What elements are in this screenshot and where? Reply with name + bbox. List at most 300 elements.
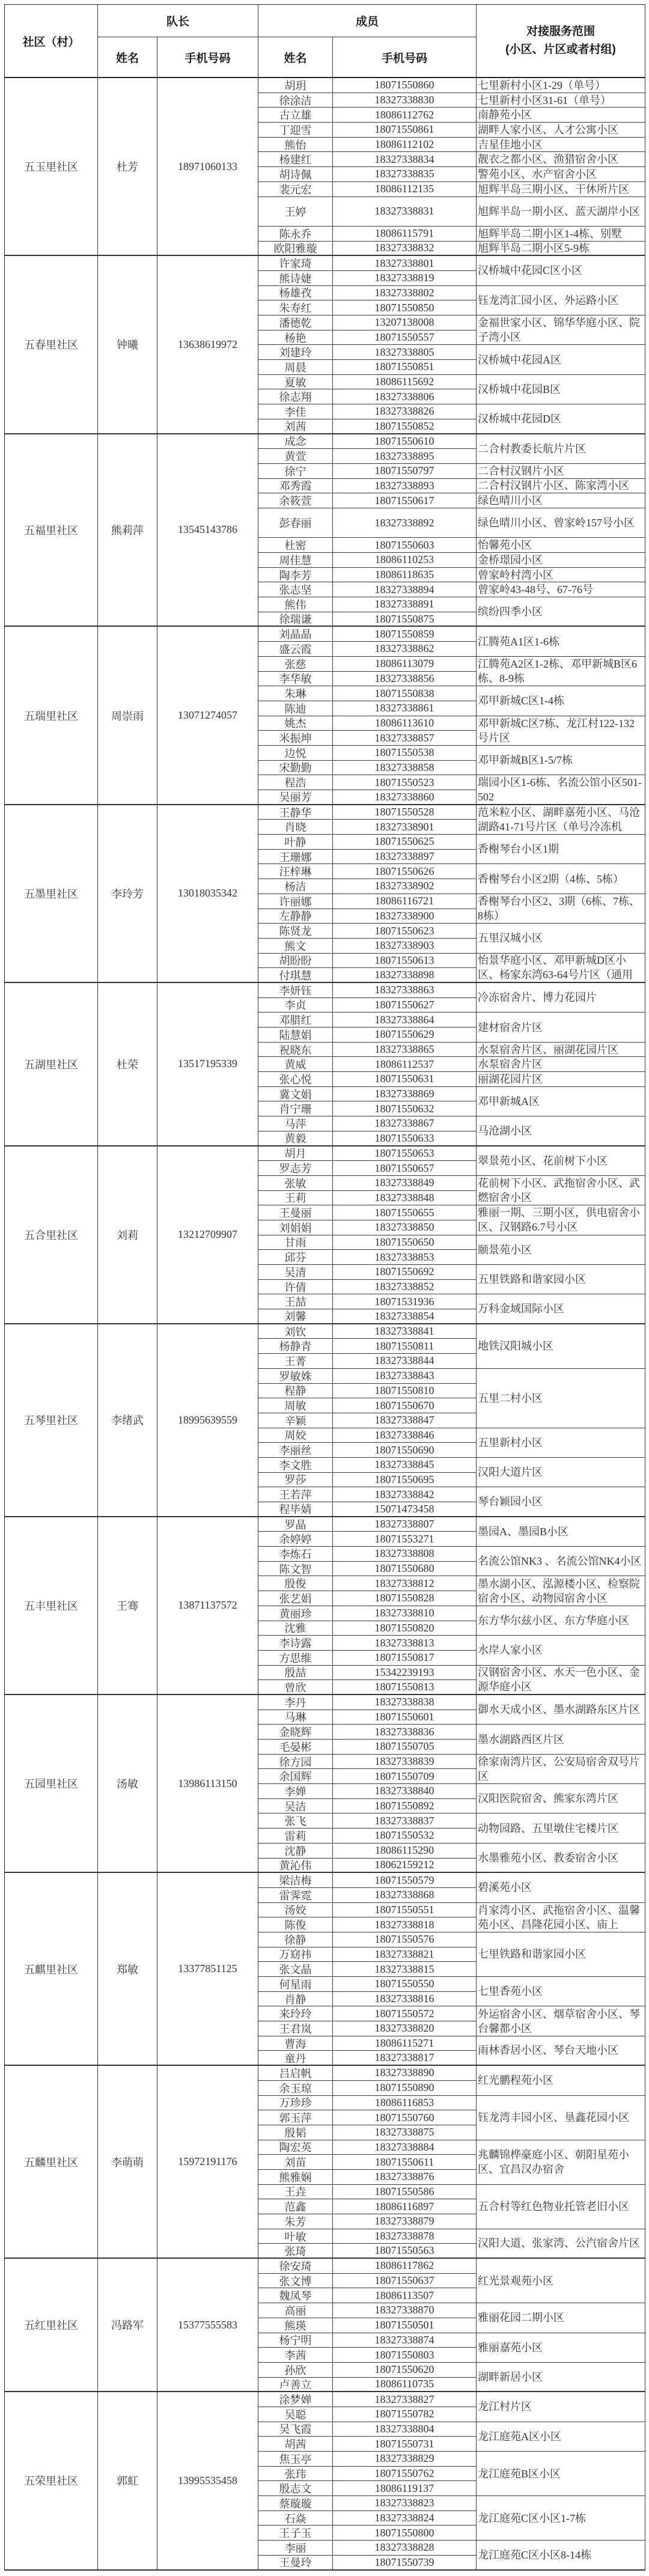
member-phone bbox=[333, 864, 477, 879]
member-phone-text: 18086113507 bbox=[374, 2289, 434, 2301]
service-scope bbox=[477, 1725, 645, 1754]
member-name bbox=[258, 2244, 333, 2259]
member-name-text: 王垚 bbox=[284, 2186, 306, 2199]
member-name-text: 朱琳 bbox=[284, 688, 306, 701]
header-member-phone bbox=[333, 37, 477, 78]
member-name-text: 邱芬 bbox=[284, 1252, 306, 1264]
member-name bbox=[258, 775, 333, 790]
service-scope-text: 旭辉半岛二期小区1-4栋、别墅 bbox=[478, 227, 622, 240]
member-phone bbox=[333, 2036, 477, 2051]
member-phone bbox=[333, 2214, 477, 2229]
service-scope-text: 肖家湾小区、武拖宿舍小区、温馨苑小区、昌隆花园小区、庙上 bbox=[478, 1904, 640, 1931]
member-name-text: 李婵 bbox=[284, 1785, 306, 1798]
service-scope bbox=[477, 2259, 645, 2303]
member-name bbox=[258, 227, 333, 242]
member-name bbox=[258, 790, 333, 805]
service-scope bbox=[477, 479, 645, 494]
service-scope bbox=[477, 434, 645, 464]
leader-phone bbox=[157, 983, 258, 1146]
member-phone bbox=[333, 775, 477, 790]
service-scope bbox=[477, 197, 645, 227]
member-phone bbox=[333, 1636, 477, 1651]
member-phone-text: 18327338898 bbox=[374, 969, 434, 981]
service-scope-text: 七里新村小区1-29（单号） bbox=[478, 79, 606, 91]
service-scope-text: 五里汉城小区 bbox=[478, 932, 543, 945]
community-name bbox=[5, 805, 98, 983]
member-phone bbox=[333, 1992, 477, 2007]
member-phone-text: 18071550550 bbox=[374, 1978, 434, 1990]
member-name-text: 吴聪 bbox=[284, 2408, 306, 2421]
service-scope-text: 水岸人家小区 bbox=[478, 1644, 543, 1657]
member-name bbox=[258, 1116, 333, 1131]
service-scope bbox=[477, 1072, 645, 1087]
service-scope bbox=[477, 1784, 645, 1813]
member-phone-text: 18071550563 bbox=[374, 2244, 434, 2257]
member-phone bbox=[333, 1443, 477, 1458]
member-phone bbox=[333, 1220, 477, 1235]
member-name bbox=[258, 2392, 333, 2407]
service-scope bbox=[477, 1458, 645, 1487]
service-scope-text: 墨水湖小区、泓源楼小区、检察院宿舍小区、动物园宿舍小区 bbox=[478, 1577, 640, 1604]
member-phone bbox=[333, 805, 477, 820]
service-scope-text: 地铁汉阳城小区 bbox=[478, 1340, 553, 1353]
service-scope-text: 曾家岭43-48号、67-76号 bbox=[478, 583, 593, 596]
member-phone bbox=[333, 879, 477, 894]
member-name bbox=[258, 1784, 333, 1799]
member-phone-text: 18071550532 bbox=[374, 1829, 434, 1842]
member-phone-text: 18071550797 bbox=[374, 464, 434, 477]
member-phone bbox=[333, 954, 477, 969]
service-scope bbox=[477, 1547, 645, 1576]
member-phone bbox=[333, 1354, 477, 1369]
member-phone-text: 18071550620 bbox=[374, 2363, 434, 2376]
member-phone bbox=[333, 1116, 477, 1131]
service-scope bbox=[477, 256, 645, 285]
member-phone-text: 18071550852 bbox=[374, 419, 434, 432]
member-phone bbox=[333, 227, 477, 242]
member-phone bbox=[333, 582, 477, 597]
leader-phone bbox=[157, 1324, 258, 1517]
service-scope-text: 五里二村小区 bbox=[478, 1392, 543, 1404]
service-scope-text: 丽湖花园片区 bbox=[478, 1073, 543, 1085]
member-name bbox=[258, 389, 333, 404]
member-phone-text: 18327338865 bbox=[374, 1043, 434, 1056]
member-phone bbox=[333, 731, 477, 746]
member-name-text: 范鑫 bbox=[284, 2201, 306, 2214]
member-phone-text: 18071550680 bbox=[374, 1562, 434, 1575]
member-phone-text: 18071550739 bbox=[374, 2556, 434, 2568]
member-name-text: 孙欣 bbox=[284, 2364, 306, 2377]
member-name bbox=[258, 256, 333, 271]
service-scope-text: 瑞园小区1-6栋、名流公馆小区501-502 bbox=[478, 776, 642, 803]
service-scope-text: 邓甲新城B区1-5/7栋 bbox=[478, 754, 573, 767]
service-scope bbox=[477, 582, 645, 597]
service-scope-text: 红光鹏程苑小区 bbox=[478, 2074, 553, 2087]
service-scope-text: 钰龙湾汇园小区、外运路小区 bbox=[478, 294, 618, 306]
member-phone-text: 18086110735 bbox=[374, 2378, 434, 2390]
member-name-text: 万珍珍 bbox=[279, 2097, 312, 2110]
member-phone bbox=[333, 493, 477, 508]
member-phone-text: 18071550557 bbox=[374, 331, 434, 344]
service-scope-text: 冷冻宿舍片、博力花园片 bbox=[478, 991, 597, 1004]
member-phone bbox=[333, 1087, 477, 1102]
service-scope-text: 七里铁路和谐家园小区 bbox=[478, 1948, 586, 1961]
member-name-text: 焦玉亭 bbox=[279, 2453, 312, 2465]
service-scope bbox=[477, 686, 645, 716]
service-scope bbox=[477, 1517, 645, 1547]
member-name bbox=[258, 360, 333, 375]
member-name bbox=[258, 1458, 333, 1473]
member-phone bbox=[333, 508, 477, 538]
service-scope-text: 七里新村小区31-61（单号） bbox=[478, 94, 611, 106]
member-name bbox=[258, 1769, 333, 1784]
service-scope bbox=[477, 1873, 645, 1902]
community-name-text: 五春里社区 bbox=[24, 339, 78, 352]
member-phone bbox=[333, 657, 477, 672]
service-scope bbox=[477, 286, 645, 315]
member-phone bbox=[333, 256, 477, 271]
member-name-text: 许丽娜 bbox=[279, 895, 312, 908]
leader-name-text: 杜荣 bbox=[117, 1058, 138, 1071]
community-name-text: 五湖里社区 bbox=[24, 1058, 78, 1071]
member-name bbox=[258, 167, 333, 182]
member-phone-text: 18327338853 bbox=[374, 1250, 434, 1263]
service-scope bbox=[477, 375, 645, 404]
service-scope-text: 湖畔新居小区 bbox=[478, 2370, 543, 2383]
community-name bbox=[5, 434, 98, 627]
community-name-text: 五红里社区 bbox=[24, 2319, 78, 2332]
member-name bbox=[258, 1487, 333, 1502]
member-name-text: 邓腊红 bbox=[279, 1014, 312, 1027]
member-name bbox=[258, 1072, 333, 1087]
member-name-text: 刘建玲 bbox=[279, 347, 312, 359]
member-phone-text: 18327338840 bbox=[374, 1785, 434, 1797]
leader-name-text: 郑敏 bbox=[117, 1963, 138, 1976]
member-name-text: 徐安琦 bbox=[279, 2260, 312, 2273]
member-name-text: 罗莎 bbox=[284, 1474, 306, 1487]
member-name bbox=[258, 78, 333, 93]
member-name-text: 陈迪 bbox=[284, 702, 306, 715]
member-phone bbox=[333, 2348, 477, 2363]
member-phone-text: 18327338878 bbox=[374, 2230, 434, 2243]
member-name-text: 欧阳雅璇 bbox=[273, 242, 317, 255]
member-phone-text: 18086113079 bbox=[374, 657, 434, 670]
header-community-label: 社区（村） bbox=[22, 35, 80, 49]
service-scope-text: 红光景观苑小区 bbox=[478, 2274, 553, 2287]
member-name-text: 罗敏姝 bbox=[279, 1370, 312, 1383]
leader-name bbox=[98, 1146, 157, 1324]
member-name-text: 刘晶晶 bbox=[279, 629, 312, 641]
leader-name-text: 李绪武 bbox=[111, 1414, 144, 1427]
member-name-text: 余玉琼 bbox=[279, 2082, 312, 2095]
member-phone bbox=[333, 1176, 477, 1191]
member-phone bbox=[333, 1813, 477, 1828]
member-phone bbox=[333, 1057, 477, 1072]
member-phone-text: 18327338861 bbox=[374, 702, 434, 714]
member-name bbox=[258, 1443, 333, 1458]
member-phone-text: 18327338816 bbox=[374, 1993, 434, 2005]
member-phone bbox=[333, 1651, 477, 1666]
service-scope bbox=[477, 1087, 645, 1116]
member-name bbox=[258, 1740, 333, 1755]
service-scope-text: 江腾苑A1区1-6栋 bbox=[478, 635, 559, 648]
service-scope-text: 名流公馆NK3 、名流公馆NK4小区 bbox=[478, 1555, 642, 1568]
service-scope bbox=[477, 627, 645, 656]
member-phone bbox=[333, 479, 477, 494]
community-name-text: 五合里社区 bbox=[24, 1229, 78, 1241]
member-phone-text: 18071550655 bbox=[374, 1206, 434, 1219]
member-name-text: 殷喆 bbox=[284, 1667, 306, 1679]
member-name bbox=[258, 805, 333, 820]
member-phone-text: 18327338876 bbox=[374, 2170, 434, 2183]
leader-phone bbox=[157, 1695, 258, 1873]
service-scope bbox=[477, 1235, 645, 1265]
member-phone bbox=[333, 1012, 477, 1028]
member-phone-text: 18071550690 bbox=[374, 1443, 434, 1456]
member-phone bbox=[333, 1755, 477, 1770]
service-scope bbox=[477, 493, 645, 508]
service-scope-text: 旭辉半岛三期小区、干休所片区 bbox=[478, 183, 629, 195]
service-scope bbox=[477, 864, 645, 894]
service-scope-text: 旭辉半岛一期小区、蓝天湖岸小区 bbox=[478, 205, 640, 218]
member-name bbox=[258, 924, 333, 939]
leader-name bbox=[98, 1324, 157, 1517]
header-leader bbox=[98, 5, 258, 37]
member-name bbox=[258, 493, 333, 508]
service-scope bbox=[477, 2006, 645, 2036]
member-phone-text: 15342239193 bbox=[374, 1666, 434, 1678]
member-name bbox=[258, 1873, 333, 1888]
member-phone bbox=[333, 850, 477, 865]
member-name-text: 汪梓琳 bbox=[279, 866, 312, 878]
service-scope bbox=[477, 805, 645, 835]
member-name bbox=[258, 1161, 333, 1176]
service-scope bbox=[477, 954, 645, 983]
service-scope-text: 碧溪苑小区 bbox=[478, 1881, 532, 1894]
member-phone-text: 18327338804 bbox=[374, 2422, 434, 2435]
leader-phone-text: 13018035342 bbox=[178, 887, 237, 900]
member-name bbox=[258, 464, 333, 479]
header-leader-name bbox=[98, 37, 157, 78]
member-phone bbox=[333, 1384, 477, 1399]
member-phone bbox=[333, 1369, 477, 1384]
member-phone-text: 18086119137 bbox=[374, 2482, 434, 2494]
member-name bbox=[258, 2185, 333, 2200]
member-name-text: 杨静青 bbox=[279, 1341, 312, 1353]
member-phone bbox=[333, 123, 477, 138]
member-name-text: 古立雄 bbox=[279, 109, 312, 122]
service-scope-text: 警苑小区、水产宿舍小区 bbox=[478, 168, 597, 180]
leader-phone-text: 18995639559 bbox=[178, 1413, 237, 1426]
service-scope bbox=[477, 924, 645, 953]
member-phone bbox=[333, 2140, 477, 2155]
service-scope-text: 琴台颖园小区 bbox=[478, 1496, 543, 1508]
member-name-text: 肖宁珊 bbox=[279, 1103, 312, 1116]
service-scope-text: 汉桥城中花园C区小区 bbox=[478, 264, 583, 277]
member-name-text: 来玲玲 bbox=[279, 2008, 312, 2021]
member-phone bbox=[333, 2229, 477, 2244]
member-phone-text: 18062159212 bbox=[374, 1859, 434, 1871]
member-name bbox=[258, 1354, 333, 1369]
member-name bbox=[258, 1799, 333, 1814]
member-phone-text: 18327338858 bbox=[374, 761, 434, 773]
member-name bbox=[258, 1473, 333, 1488]
member-name bbox=[258, 2259, 333, 2274]
member-phone-text: 18071550803 bbox=[374, 2348, 434, 2361]
member-name-text: 徐方园 bbox=[279, 1756, 312, 1768]
member-name bbox=[258, 1725, 333, 1740]
member-phone-text: 18327338852 bbox=[374, 1280, 434, 1293]
member-name-text: 周晨 bbox=[284, 361, 306, 374]
member-phone-text: 18071550623 bbox=[374, 924, 434, 937]
service-scope bbox=[477, 138, 645, 153]
member-name-text: 吴丽芳 bbox=[279, 791, 312, 804]
member-phone-text: 18086115692 bbox=[374, 376, 434, 388]
member-name-text: 熊文 bbox=[284, 940, 306, 952]
member-name-text: 杨洁 bbox=[284, 880, 306, 893]
member-name-text: 方思维 bbox=[279, 1652, 312, 1664]
member-phone-text: 18071550551 bbox=[374, 1903, 434, 1916]
service-scope-text: 江腾苑A2区1-2栋、邓甲新城B区6栋、8-9栋 bbox=[478, 658, 637, 684]
member-name bbox=[258, 300, 333, 315]
member-phone-text: 18071550576 bbox=[374, 1933, 434, 1946]
member-name bbox=[258, 1710, 333, 1725]
member-name-text: 熊伟 bbox=[284, 598, 306, 611]
member-name-text: 卢善立 bbox=[279, 2378, 312, 2391]
service-scope-text: 绿色晴川小区 bbox=[478, 495, 543, 507]
member-phone-text: 18327338874 bbox=[374, 2333, 434, 2346]
member-phone-text: 18327338870 bbox=[374, 2304, 434, 2316]
service-scope-text: 外运宿舍小区、烟草宿舍小区、琴台馨都小区 bbox=[478, 2008, 640, 2035]
member-phone bbox=[333, 1576, 477, 1591]
member-name bbox=[258, 1369, 333, 1384]
header-scope-line1: 对接服务范围 bbox=[526, 25, 595, 38]
member-name-text: 梁洁梅 bbox=[279, 1875, 312, 1887]
community-name bbox=[5, 1324, 98, 1517]
member-name-text: 罗志芳 bbox=[279, 1163, 312, 1175]
member-name bbox=[258, 1265, 333, 1280]
community-name bbox=[5, 2392, 98, 2570]
member-phone-text: 18327338900 bbox=[374, 909, 434, 922]
member-name-text: 刘娟娟 bbox=[279, 1222, 312, 1234]
member-name bbox=[258, 330, 333, 346]
member-phone-text: 18071550828 bbox=[374, 1592, 434, 1604]
leader-phone-text: 13995535458 bbox=[178, 2474, 237, 2486]
leader-phone-text: 13517195339 bbox=[178, 1058, 237, 1070]
member-phone bbox=[333, 2556, 477, 2571]
member-name bbox=[258, 2125, 333, 2140]
member-phone-text: 18327338836 bbox=[374, 1725, 434, 1738]
service-scope-text: 花前树下小区、武拖宿舍小区、武燃宿舍小区 bbox=[478, 1177, 640, 1204]
member-phone bbox=[333, 1859, 477, 1874]
member-name bbox=[258, 909, 333, 924]
service-scope-text: 雨林香居小区、琴台天地小区 bbox=[478, 2044, 618, 2057]
member-name bbox=[258, 419, 333, 434]
member-name-text: 李茜 bbox=[284, 2349, 306, 2362]
member-phone-text: 18071550637 bbox=[374, 2274, 434, 2287]
member-name bbox=[258, 1562, 333, 1577]
member-name-text: 汤姣 bbox=[284, 1904, 306, 1917]
member-phone-text: 18327338834 bbox=[374, 153, 434, 165]
member-name bbox=[258, 1888, 333, 1903]
member-phone-text: 18327338827 bbox=[374, 2393, 434, 2405]
member-name bbox=[258, 138, 333, 153]
member-name-text: 杨宁明 bbox=[279, 2334, 312, 2347]
leader-name-text: 钟曦 bbox=[117, 339, 138, 352]
member-name-text: 黄沁伟 bbox=[279, 1859, 312, 1872]
service-scope bbox=[477, 1576, 645, 1606]
service-scope bbox=[477, 1695, 645, 1725]
community-name bbox=[5, 2066, 98, 2259]
member-name bbox=[258, 2199, 333, 2214]
service-scope bbox=[477, 1844, 645, 1873]
service-scope bbox=[477, 1606, 645, 1636]
service-scope bbox=[477, 2303, 645, 2333]
service-scope bbox=[477, 1369, 645, 1428]
member-name bbox=[258, 1398, 333, 1413]
member-name bbox=[258, 2036, 333, 2051]
member-name bbox=[258, 2511, 333, 2526]
member-name-text: 熊怡 bbox=[284, 139, 306, 151]
member-name bbox=[258, 1695, 333, 1710]
member-phone bbox=[333, 1191, 477, 1206]
member-name bbox=[258, 2051, 333, 2066]
member-name bbox=[258, 404, 333, 419]
member-phone-text: 18327338819 bbox=[374, 272, 434, 284]
member-name-text: 黄萱 bbox=[284, 451, 306, 463]
member-phone bbox=[333, 78, 477, 93]
member-name bbox=[258, 1917, 333, 1932]
leader-phone bbox=[157, 2066, 258, 2259]
member-phone bbox=[333, 152, 477, 167]
member-phone bbox=[333, 2155, 477, 2170]
member-phone-text: 18327338850 bbox=[374, 1221, 434, 1234]
member-phone bbox=[333, 939, 477, 954]
member-phone bbox=[333, 1680, 477, 1695]
member-name bbox=[258, 2066, 333, 2081]
member-name bbox=[258, 553, 333, 568]
header-member-name bbox=[258, 37, 333, 78]
member-name bbox=[258, 672, 333, 687]
member-name bbox=[258, 686, 333, 701]
service-scope bbox=[477, 167, 645, 182]
member-name-text: 黄毅 bbox=[284, 1133, 306, 1145]
member-phone-text: 18327338805 bbox=[374, 346, 434, 358]
member-phone-text: 18327338901 bbox=[374, 820, 434, 833]
service-scope-text: 墨园A、墨园B小区 bbox=[478, 1525, 569, 1538]
member-name bbox=[258, 879, 333, 894]
member-phone-text: 18327338831 bbox=[374, 205, 434, 218]
member-name-text: 李炼石 bbox=[279, 1548, 312, 1561]
member-name bbox=[258, 1547, 333, 1562]
member-name bbox=[258, 939, 333, 954]
member-name-text: 余婷婷 bbox=[279, 1533, 312, 1546]
member-phone bbox=[333, 1769, 477, 1784]
service-scope bbox=[477, 1057, 645, 1072]
member-phone-text: 18071550811 bbox=[374, 1339, 434, 1352]
member-name bbox=[258, 2229, 333, 2244]
service-scope bbox=[477, 1813, 645, 1843]
header-service-scope bbox=[477, 5, 645, 78]
member-phone bbox=[333, 2066, 477, 2081]
member-name-text: 彭春丽 bbox=[279, 517, 312, 530]
member-name-text: 陆慧娟 bbox=[279, 1029, 312, 1041]
leader-name bbox=[98, 434, 157, 627]
member-name bbox=[258, 93, 333, 108]
member-name bbox=[258, 1012, 333, 1028]
member-name-text: 陈永乔 bbox=[279, 228, 312, 240]
member-name bbox=[258, 1591, 333, 1606]
